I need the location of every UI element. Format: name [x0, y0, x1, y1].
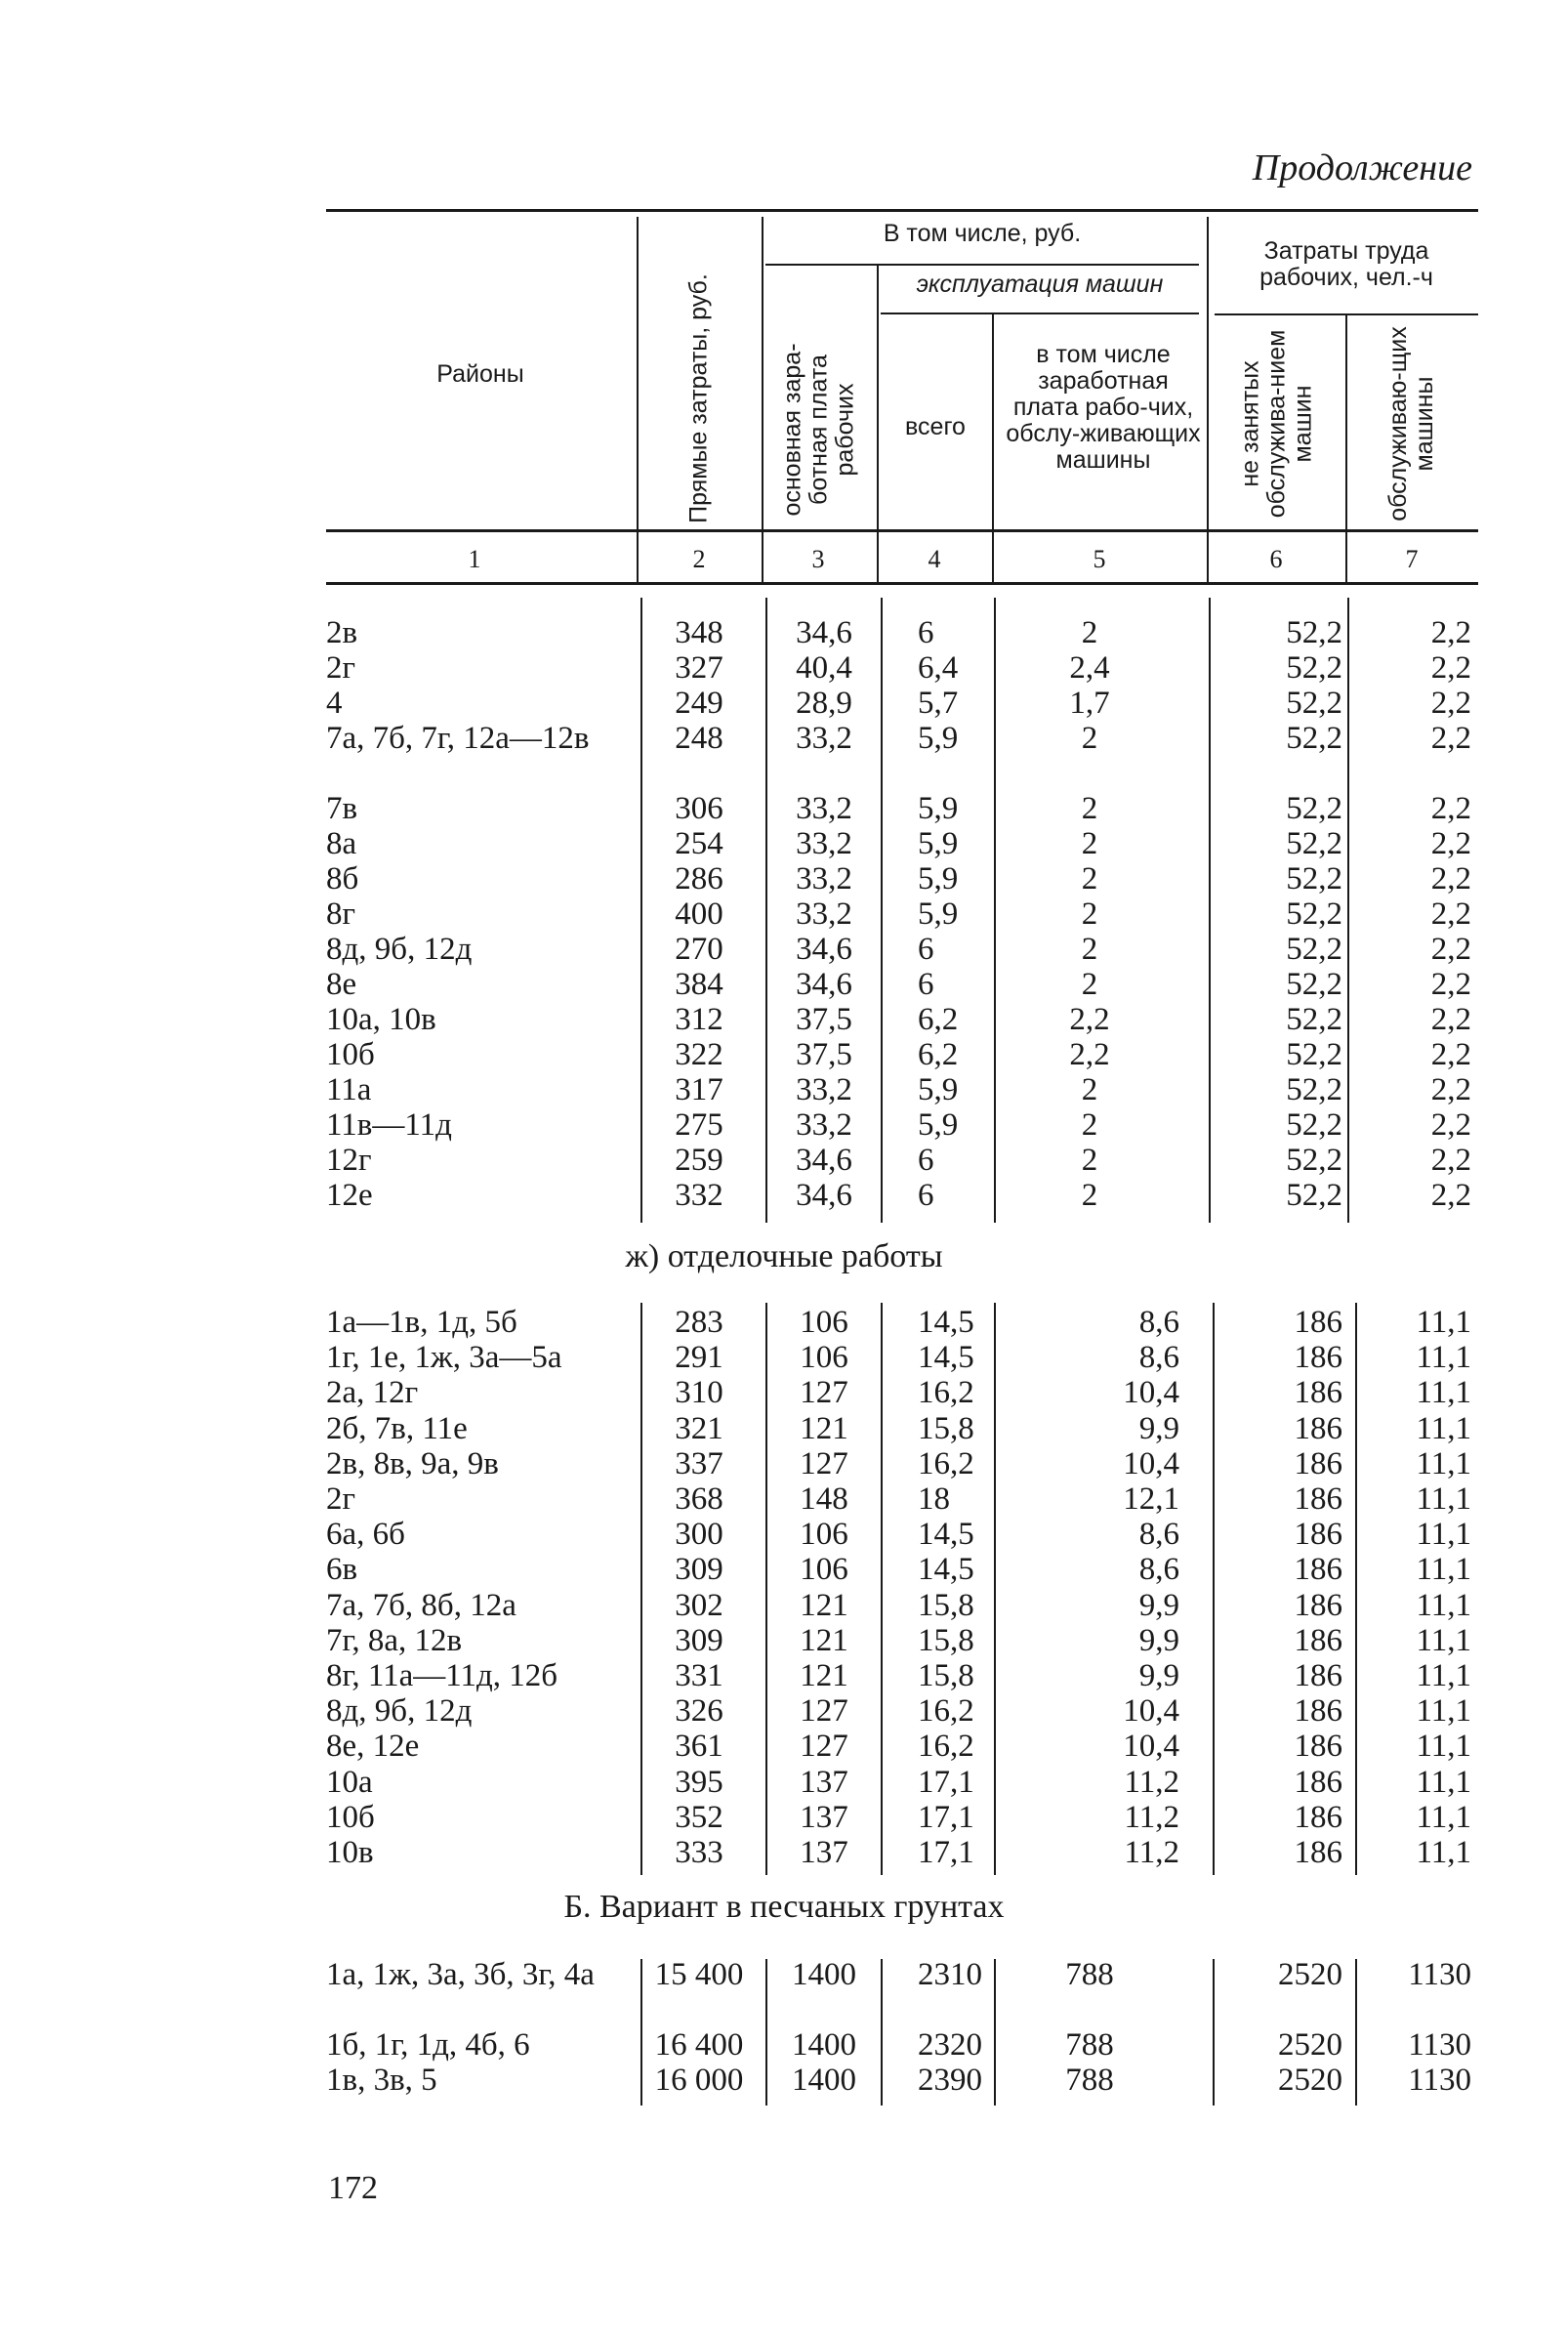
cell-labor-not-busy: 186	[1294, 1799, 1342, 1835]
cell-machine-total: 5,9	[918, 826, 959, 861]
cell-labor-not-busy: 186	[1294, 1693, 1342, 1730]
cell-labor-not-busy: 52,2	[1286, 1037, 1342, 1072]
cell-direct-costs: 368	[675, 1481, 723, 1517]
hdr-vline-4	[992, 314, 994, 582]
cell-machine-wage: 2,2	[1069, 1002, 1110, 1037]
cell-direct-costs: 300	[675, 1517, 723, 1553]
cell-machine-wage: 11,2	[1124, 1764, 1179, 1800]
cell-labor-not-busy: 52,2	[1286, 686, 1342, 721]
cell-machine-total: 15,8	[918, 1410, 974, 1446]
cell-labor-serving: 11,1	[1416, 1517, 1471, 1553]
cell-direct-costs: 283	[675, 1305, 723, 1340]
cell-base-wage: 33,2	[796, 826, 852, 861]
cell-machine-wage: 8,6	[1138, 1340, 1179, 1376]
cell-labor-serving: 2,2	[1430, 967, 1471, 1002]
cell-labor-serving: 11,1	[1416, 1445, 1471, 1481]
cell-region: 10а, 10в	[326, 1002, 436, 1037]
cell-machine-total: 15,8	[918, 1622, 974, 1658]
cell-labor-not-busy: 186	[1294, 1658, 1342, 1693]
cell-labor-serving: 2,2	[1430, 1178, 1471, 1213]
cell-machine-total: 2320	[918, 2027, 982, 2063]
cell-labor-not-busy: 52,2	[1286, 721, 1342, 756]
cell-direct-costs: 270	[675, 932, 723, 967]
cell-base-wage: 106	[800, 1340, 848, 1376]
header-incl-wage: в том числе заработная плата рабо-чих, обслу-живающих машины	[1006, 341, 1201, 474]
cell-machine-wage: 10,4	[1123, 1445, 1179, 1481]
cell-machine-wage: 2	[1081, 861, 1098, 896]
cell-direct-costs: 333	[675, 1835, 723, 1870]
g2-vline-3	[881, 1303, 883, 1875]
cell-machine-wage: 2	[1081, 1178, 1098, 1213]
cell-labor-not-busy: 186	[1294, 1481, 1342, 1517]
cell-region: 8г, 11а—11д, 12б	[326, 1658, 558, 1693]
cell-base-wage: 121	[800, 1622, 848, 1658]
cell-region: 8е, 12е	[326, 1729, 420, 1765]
cell-machine-wage: 9,9	[1138, 1410, 1179, 1446]
cell-base-wage: 137	[800, 1764, 848, 1800]
cell-labor-not-busy: 2520	[1278, 1957, 1342, 1992]
cell-labor-serving: 2,2	[1430, 650, 1471, 686]
cell-region: 8г	[326, 896, 356, 932]
cell-region: 10в	[326, 1835, 374, 1870]
cell-base-wage: 127	[800, 1375, 848, 1411]
cell-region: 2б, 7в, 11е	[326, 1410, 468, 1446]
cell-region: 6а, 6б	[326, 1517, 405, 1553]
cell-machine-total: 14,5	[918, 1305, 974, 1340]
cell-labor-not-busy: 52,2	[1286, 791, 1342, 826]
cell-region: 6в	[326, 1552, 358, 1588]
cell-machine-total: 14,5	[918, 1517, 974, 1553]
cell-region: 11в—11д	[326, 1107, 452, 1143]
cell-direct-costs: 309	[675, 1622, 723, 1658]
cell-base-wage: 33,2	[796, 896, 852, 932]
cell-machine-wage: 788	[1065, 1957, 1114, 1992]
cell-machine-total: 5,7	[918, 686, 959, 721]
cell-labor-not-busy: 52,2	[1286, 932, 1342, 967]
cell-direct-costs: 312	[675, 1002, 723, 1037]
continuation-label: Продолжение	[1252, 147, 1472, 188]
cell-labor-serving: 11,1	[1416, 1552, 1471, 1588]
machines-rule	[881, 313, 1199, 314]
cell-machine-wage: 2	[1081, 932, 1098, 967]
cell-labor-serving: 2,2	[1430, 1002, 1471, 1037]
incl-rule	[765, 264, 1199, 266]
cell-direct-costs: 15 400	[654, 1957, 744, 1992]
cell-machine-wage: 9,9	[1138, 1587, 1179, 1623]
cell-labor-serving: 11,1	[1416, 1693, 1471, 1730]
g2-vline-2	[765, 1303, 767, 1875]
cell-region: 7в	[326, 791, 358, 826]
cell-labor-serving: 11,1	[1416, 1340, 1471, 1376]
cell-labor-not-busy: 186	[1294, 1622, 1342, 1658]
cell-machine-wage: 2	[1081, 1143, 1098, 1178]
cell-region: 7г, 8а, 12в	[326, 1622, 463, 1658]
cell-region: 7а, 7б, 8б, 12а	[326, 1587, 516, 1623]
cell-labor-serving: 1130	[1408, 2027, 1471, 2063]
cell-machine-total: 5,9	[918, 861, 959, 896]
hdr-vline-5	[1207, 217, 1209, 582]
cell-direct-costs: 348	[675, 615, 723, 650]
header-bottom-rule	[326, 529, 1478, 532]
cell-machine-total: 6,2	[918, 1037, 959, 1072]
g1-vline-6	[1347, 598, 1349, 1223]
cell-labor-not-busy: 52,2	[1286, 861, 1342, 896]
cell-labor-not-busy: 52,2	[1286, 1002, 1342, 1037]
cell-labor-serving: 2,2	[1430, 791, 1471, 826]
cell-direct-costs: 395	[675, 1764, 723, 1800]
colnum-3: 3	[811, 545, 825, 573]
page-number: 172	[328, 2170, 378, 2206]
cell-region: 10б	[326, 1037, 375, 1072]
cell-machine-total: 17,1	[918, 1835, 974, 1870]
cell-machine-wage: 2,4	[1069, 650, 1110, 686]
cell-machine-total: 6	[918, 967, 934, 1002]
cell-machine-total: 6,4	[918, 650, 959, 686]
cell-labor-not-busy: 52,2	[1286, 1178, 1342, 1213]
cell-direct-costs: 249	[675, 686, 723, 721]
cell-base-wage: 127	[800, 1729, 848, 1765]
cell-machine-total: 17,1	[918, 1799, 974, 1835]
g1-vline-2	[765, 598, 767, 1223]
cell-labor-not-busy: 52,2	[1286, 967, 1342, 1002]
cell-region: 1а—1в, 1д, 5б	[326, 1305, 517, 1340]
cell-direct-costs: 337	[675, 1445, 723, 1481]
cell-machine-total: 17,1	[918, 1764, 974, 1800]
cell-labor-serving: 11,1	[1416, 1729, 1471, 1765]
cell-direct-costs: 309	[675, 1552, 723, 1588]
colnum-2: 2	[692, 545, 706, 573]
cell-labor-not-busy: 2520	[1278, 2063, 1342, 2098]
cell-machine-total: 14,5	[918, 1340, 974, 1376]
section-finishing: ж) отделочные работы	[625, 1238, 943, 1274]
cell-machine-wage: 8,6	[1138, 1552, 1179, 1588]
cell-labor-serving: 2,2	[1430, 1107, 1471, 1143]
cell-machine-wage: 2	[1081, 721, 1098, 756]
cell-base-wage: 1400	[792, 2063, 856, 2098]
cell-base-wage: 137	[800, 1799, 848, 1835]
cell-base-wage: 37,5	[796, 1002, 852, 1037]
cell-region: 2а, 12г	[326, 1375, 419, 1411]
cell-base-wage: 127	[800, 1445, 848, 1481]
cell-machine-wage: 12,1	[1123, 1481, 1179, 1517]
cell-machine-total: 6	[918, 932, 934, 967]
cell-machine-total: 2310	[918, 1957, 982, 1992]
cell-labor-serving: 2,2	[1430, 896, 1471, 932]
colnum-7: 7	[1405, 545, 1419, 573]
cell-base-wage: 106	[800, 1517, 848, 1553]
cell-region: 8д, 9б, 12д	[326, 932, 473, 967]
header-labor: Затраты труда рабочих, чел.-ч	[1259, 237, 1433, 291]
colnum-bottom-rule	[326, 582, 1478, 585]
header-total: всего	[905, 413, 966, 440]
cell-machine-wage: 2	[1081, 791, 1098, 826]
cell-labor-not-busy: 186	[1294, 1375, 1342, 1411]
cell-labor-serving: 11,1	[1416, 1410, 1471, 1446]
cell-machine-wage: 2,2	[1069, 1037, 1110, 1072]
cell-machine-wage: 9,9	[1138, 1622, 1179, 1658]
cell-machine-wage: 10,4	[1123, 1375, 1179, 1411]
cell-labor-serving: 2,2	[1430, 1072, 1471, 1107]
header-not-busy: не занятых обслужива-нием машин	[1236, 329, 1317, 519]
cell-machine-wage: 2	[1081, 1072, 1098, 1107]
cell-direct-costs: 259	[675, 1143, 723, 1178]
cell-labor-not-busy: 52,2	[1286, 1107, 1342, 1143]
header-base-wage: основная зара-ботная плата рабочих	[778, 343, 859, 517]
cell-machine-wage: 8,6	[1138, 1517, 1179, 1553]
cell-labor-serving: 11,1	[1416, 1305, 1471, 1340]
cell-base-wage: 37,5	[796, 1037, 852, 1072]
cell-machine-wage: 788	[1065, 2063, 1114, 2098]
header-incl: В том числе, руб.	[883, 220, 1082, 247]
cell-base-wage: 106	[800, 1552, 848, 1588]
cell-machine-total: 16,2	[918, 1729, 974, 1765]
cell-machine-wage: 2	[1081, 1107, 1098, 1143]
cell-machine-wage: 2	[1081, 896, 1098, 932]
cell-region: 2г	[326, 1481, 356, 1517]
cell-labor-serving: 11,1	[1416, 1658, 1471, 1693]
header-machine-operation: эксплуатация машин	[916, 271, 1164, 298]
cell-labor-not-busy: 186	[1294, 1835, 1342, 1870]
cell-direct-costs: 310	[675, 1375, 723, 1411]
cell-base-wage: 40,4	[796, 650, 852, 686]
cell-labor-not-busy: 186	[1294, 1587, 1342, 1623]
cell-direct-costs: 302	[675, 1587, 723, 1623]
cell-region: 8а	[326, 826, 357, 861]
cell-machine-total: 6	[918, 1143, 934, 1178]
colnum-5: 5	[1093, 545, 1106, 573]
cell-machine-total: 16,2	[918, 1375, 974, 1411]
cell-direct-costs: 322	[675, 1037, 723, 1072]
cell-region: 8б	[326, 861, 359, 896]
cell-machine-total: 15,8	[918, 1658, 974, 1693]
g3-vline-2	[765, 1959, 767, 2106]
cell-base-wage: 121	[800, 1658, 848, 1693]
cell-machine-total: 5,9	[918, 1072, 959, 1107]
cell-base-wage: 33,2	[796, 791, 852, 826]
cell-machine-wage: 10,4	[1123, 1729, 1179, 1765]
cell-direct-costs: 352	[675, 1799, 723, 1835]
cell-machine-wage: 2	[1081, 615, 1098, 650]
g1-vline-3	[881, 598, 883, 1223]
cell-direct-costs: 361	[675, 1729, 723, 1765]
cell-base-wage: 127	[800, 1693, 848, 1730]
cell-labor-not-busy: 186	[1294, 1729, 1342, 1765]
cell-labor-serving: 2,2	[1430, 686, 1471, 721]
colnum-4: 4	[928, 545, 941, 573]
cell-labor-not-busy: 186	[1294, 1552, 1342, 1588]
cell-direct-costs: 384	[675, 967, 723, 1002]
cell-labor-serving: 2,2	[1430, 721, 1471, 756]
cell-labor-not-busy: 186	[1294, 1410, 1342, 1446]
cell-base-wage: 33,2	[796, 1072, 852, 1107]
cell-base-wage: 28,9	[796, 686, 852, 721]
header-direct-costs: Прямые затраты, руб.	[684, 273, 713, 523]
colnum-1: 1	[468, 545, 481, 573]
cell-machine-wage: 2	[1081, 826, 1098, 861]
cell-machine-wage: 11,2	[1124, 1799, 1179, 1835]
cell-region: 1б, 1г, 1д, 4б, 6	[326, 2027, 530, 2063]
cell-labor-serving: 11,1	[1416, 1375, 1471, 1411]
cell-base-wage: 137	[800, 1835, 848, 1870]
cell-direct-costs: 16 400	[654, 2027, 744, 2063]
cell-labor-serving: 2,2	[1430, 1143, 1471, 1178]
cell-machine-total: 6	[918, 615, 934, 650]
cell-region: 4	[326, 686, 343, 721]
cell-labor-serving: 11,1	[1416, 1835, 1471, 1870]
cell-region: 7а, 7б, 7г, 12а—12в	[326, 721, 590, 756]
cell-labor-serving: 11,1	[1416, 1764, 1471, 1800]
cell-region: 12г	[326, 1143, 372, 1178]
cell-region: 8е	[326, 967, 357, 1002]
cell-base-wage: 33,2	[796, 1107, 852, 1143]
cell-labor-not-busy: 186	[1294, 1305, 1342, 1340]
cell-base-wage: 121	[800, 1587, 848, 1623]
cell-labor-serving: 2,2	[1430, 1037, 1471, 1072]
cell-machine-total: 15,8	[918, 1587, 974, 1623]
cell-direct-costs: 16 000	[654, 2063, 744, 2098]
cell-direct-costs: 332	[675, 1178, 723, 1213]
cell-region: 11а	[326, 1072, 372, 1107]
cell-labor-not-busy: 186	[1294, 1517, 1342, 1553]
top-rule	[326, 209, 1478, 212]
cell-direct-costs: 291	[675, 1340, 723, 1376]
cell-labor-serving: 2,2	[1430, 861, 1471, 896]
cell-labor-serving: 11,1	[1416, 1799, 1471, 1835]
cell-machine-total: 5,9	[918, 721, 959, 756]
cell-labor-serving: 11,1	[1416, 1587, 1471, 1623]
cell-direct-costs: 326	[675, 1693, 723, 1730]
cell-machine-total: 6,2	[918, 1002, 959, 1037]
cell-base-wage: 34,6	[796, 967, 852, 1002]
cell-base-wage: 33,2	[796, 861, 852, 896]
cell-labor-not-busy: 52,2	[1286, 650, 1342, 686]
cell-machine-total: 16,2	[918, 1445, 974, 1481]
cell-machine-wage: 10,4	[1123, 1693, 1179, 1730]
hdr-vline-1	[637, 217, 639, 582]
cell-labor-serving: 2,2	[1430, 826, 1471, 861]
cell-labor-serving: 2,2	[1430, 932, 1471, 967]
cell-machine-wage: 2	[1081, 967, 1098, 1002]
colnum-6: 6	[1269, 545, 1283, 573]
cell-labor-not-busy: 186	[1294, 1340, 1342, 1376]
cell-direct-costs: 286	[675, 861, 723, 896]
cell-machine-wage: 1,7	[1069, 686, 1110, 721]
cell-direct-costs: 331	[675, 1658, 723, 1693]
cell-region: 10а	[326, 1764, 373, 1800]
cell-machine-total: 14,5	[918, 1552, 974, 1588]
g1-vline-5	[1209, 598, 1211, 1223]
cell-base-wage: 121	[800, 1410, 848, 1446]
cell-machine-total: 6	[918, 1178, 934, 1213]
cell-base-wage: 34,6	[796, 615, 852, 650]
cell-region: 1г, 1е, 1ж, 3а—5а	[326, 1340, 562, 1376]
cell-labor-not-busy: 186	[1294, 1764, 1342, 1800]
cell-base-wage: 148	[800, 1481, 848, 1517]
cell-labor-not-busy: 52,2	[1286, 615, 1342, 650]
cell-region: 2в, 8в, 9а, 9в	[326, 1445, 499, 1481]
g2-vline-5	[1213, 1303, 1215, 1875]
cell-base-wage: 1400	[792, 2027, 856, 2063]
cell-machine-wage: 8,6	[1138, 1305, 1179, 1340]
cell-labor-not-busy: 186	[1294, 1445, 1342, 1481]
cell-base-wage: 1400	[792, 1957, 856, 1992]
cell-base-wage: 33,2	[796, 721, 852, 756]
cell-machine-wage: 9,9	[1138, 1658, 1179, 1693]
cell-machine-total: 5,9	[918, 896, 959, 932]
cell-base-wage: 34,6	[796, 1178, 852, 1213]
g3-vline-5	[1213, 1959, 1215, 2106]
cell-region: 10б	[326, 1799, 375, 1835]
cell-labor-not-busy: 52,2	[1286, 1072, 1342, 1107]
cell-labor-serving: 1130	[1408, 1957, 1471, 1992]
cell-machine-total: 5,9	[918, 1107, 959, 1143]
cell-region: 2г	[326, 650, 356, 686]
cell-direct-costs: 327	[675, 650, 723, 686]
cell-region: 8д, 9б, 12д	[326, 1693, 473, 1730]
cell-direct-costs: 275	[675, 1107, 723, 1143]
cell-labor-not-busy: 52,2	[1286, 896, 1342, 932]
cell-machine-total: 18	[918, 1481, 950, 1517]
cell-machine-total: 5,9	[918, 791, 959, 826]
hdr-vline-2	[762, 217, 763, 582]
cell-region: 1в, 3в, 5	[326, 2063, 437, 2098]
cell-machine-total: 2390	[918, 2063, 982, 2098]
cell-labor-not-busy: 52,2	[1286, 826, 1342, 861]
cell-labor-serving: 11,1	[1416, 1622, 1471, 1658]
cell-direct-costs: 400	[675, 896, 723, 932]
cell-machine-wage: 788	[1065, 2027, 1114, 2063]
cell-direct-costs: 254	[675, 826, 723, 861]
cell-labor-serving: 1130	[1408, 2063, 1471, 2098]
cell-region: 1а, 1ж, 3а, 3б, 3г, 4а	[326, 1957, 595, 1992]
cell-direct-costs: 321	[675, 1410, 723, 1446]
cell-labor-not-busy: 2520	[1278, 2027, 1342, 2063]
cell-region: 12е	[326, 1178, 373, 1213]
cell-region: 2в	[326, 615, 358, 650]
cell-direct-costs: 306	[675, 791, 723, 826]
cell-machine-wage: 11,2	[1124, 1835, 1179, 1870]
g3-vline-3	[881, 1959, 883, 2106]
cell-machine-total: 16,2	[918, 1693, 974, 1730]
cell-direct-costs: 248	[675, 721, 723, 756]
cell-base-wage: 106	[800, 1305, 848, 1340]
header-serving: обслуживаю-щих машины	[1384, 326, 1438, 521]
section-sand-variant: Б. Вариант в песчаных грунтах	[563, 1889, 1005, 1925]
cell-base-wage: 34,6	[796, 932, 852, 967]
cell-labor-not-busy: 52,2	[1286, 1143, 1342, 1178]
cell-labor-serving: 2,2	[1430, 615, 1471, 650]
cell-base-wage: 34,6	[796, 1143, 852, 1178]
cell-labor-serving: 11,1	[1416, 1481, 1471, 1517]
hdr-vline-6	[1345, 314, 1347, 582]
cell-direct-costs: 317	[675, 1072, 723, 1107]
header-regions: Районы	[436, 360, 524, 388]
